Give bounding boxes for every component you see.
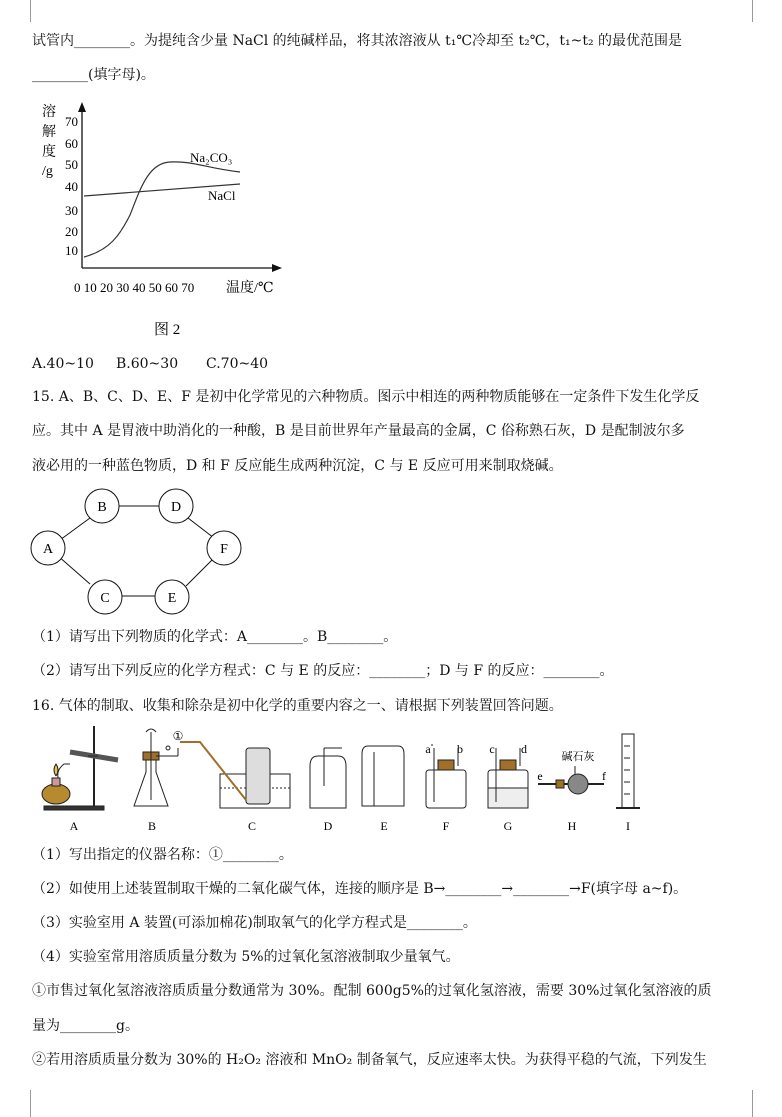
option-c: C.70~40 (206, 356, 269, 372)
x-axis-arrow (272, 264, 282, 272)
option-b: B.60~30 (116, 356, 179, 372)
lab-apparatus-figure (30, 726, 650, 838)
na2co3-label: Na₂CO₃ (190, 150, 233, 165)
ytick-50: 50 (65, 157, 78, 172)
ytick-70: 70 (65, 114, 78, 129)
q16-sub-2: （2）如使用上述装置制取干燥的二氧化碳气体，连接的顺序是 B→________→________→F(填字母 a~f)。 (32, 881, 688, 897)
apparatus-label-i: I (626, 819, 630, 833)
q16-part-1a: ①市售过氧化氢溶液溶质质量分数通常为 30%。配制 600g5%的过氧化氢溶液，需要 30%过氧化氢溶液的质 (32, 983, 712, 999)
ylabel-char-3: 度 (42, 145, 56, 160)
soda-lime-label: 碱石灰 (561, 751, 595, 763)
port-d: d (521, 742, 527, 756)
ytick-60: 60 (65, 136, 78, 151)
ylabel-char-1: 溶 (42, 105, 56, 120)
figure-caption: 图 2 (154, 322, 181, 338)
apparatus-i (616, 734, 640, 808)
q16-sub-3: （3）实验室用 A 装置(可添加棉花)制取氧气的化学方程式是________。 (32, 915, 477, 931)
ytick-10: 10 (65, 243, 78, 258)
q16-sub-1: （1）写出指定的仪器名称：①________。 (32, 847, 293, 863)
port-b: b (457, 742, 463, 756)
apparatus-label-g: G (503, 819, 513, 833)
q15-sub-2: （2）请写出下列反应的化学方程式：C 与 E 的反应：________；D 与 F 的反应：________。 (32, 663, 614, 679)
ytick-40: 40 (65, 179, 78, 194)
port-e: e (537, 769, 543, 783)
node-c-label: C (100, 591, 110, 606)
option-a: A.40~10 (32, 356, 94, 372)
q16-sub-4: （4）实验室常用溶质质量分数为 5%的过氧化氢溶液制取少量氧气。 (32, 949, 460, 965)
apparatus-h (538, 766, 604, 794)
xtick-labels: 0 10 20 30 40 50 60 70 (74, 280, 195, 295)
q16-part-2: ②若用溶质质量分数为 30%的 H₂O₂ 溶液和 MnO₂ 制备氧气，反应速率太快。为获得平稳的气流，下列发生 (32, 1052, 707, 1068)
apparatus-g (488, 748, 528, 808)
apparatus-label-f: F (442, 819, 450, 833)
q15-line-1: 15. A、B、C、D、E、F 是初中化学常见的六种物质。图示中相连的两种物质能够在一定条件下发生化学反 (32, 389, 700, 405)
q16-line-1: 16. 气体的制取、收集和除杂是初中化学的重要内容之一、请根据下列装置回答问题。 (32, 698, 563, 714)
node-a-label: A (42, 542, 54, 557)
apparatus-label-e: E (380, 819, 388, 833)
node-f-label: F (220, 542, 228, 557)
apparatus-b (134, 729, 178, 806)
q15-line-3: 液必用的一种蓝色物质，D 和 F 反应能生成两种沉淀，C 与 E 反应可用来制取烧碱。 (32, 458, 563, 474)
ytick-20: 20 (65, 224, 78, 239)
corner-mark-top-left (30, 0, 31, 22)
text-line-2: ________(填字母)。 (32, 67, 155, 83)
corner-mark-top-right (752, 0, 753, 22)
port-a: a (425, 742, 431, 756)
corner-mark-bottom-left (30, 1090, 31, 1117)
corner-mark-bottom-right (752, 1090, 753, 1117)
apparatus-label-a: A (69, 819, 79, 833)
node-e-label: E (167, 591, 177, 606)
xunit-label: 温度/℃ (226, 281, 274, 296)
q16-part-1b: 量为________g。 (32, 1018, 139, 1034)
ylabel-char-2: 解 (42, 125, 56, 140)
apparatus-label-d: D (323, 819, 333, 833)
apparatus-label-b: B (147, 819, 157, 833)
marker-circle-1: ① (172, 729, 184, 743)
ytick-30: 30 (65, 203, 78, 218)
q15-line-2: 应。其中 A 是胃液中助消化的一种酸，B 是目前世界年产量最高的金属，C 俗称熟石灰，D 是配制波尔多 (32, 423, 685, 439)
q15-sub-1: （1）请写出下列物质的化学式：A________。B________。 (32, 629, 398, 645)
port-f: f (602, 769, 606, 783)
port-c: c (489, 742, 495, 756)
apparatus-e (362, 746, 404, 806)
text-line-1: 试管内________。为提纯含少量 NaCl 的纯碱样品，将其浓溶液从 t₁℃冷却至 t₂℃，t₁~t₂ 的最优范围是 (32, 33, 683, 49)
reaction-network-diagram (30, 486, 250, 616)
solubility-chart (30, 100, 290, 350)
y-axis-arrow (78, 102, 86, 112)
node-b-label: B (97, 500, 107, 515)
apparatus-label-h: H (567, 819, 577, 833)
apparatus-c (180, 742, 290, 808)
node-d-label: D (170, 500, 182, 515)
na2co3-curve (84, 162, 240, 257)
apparatus-a (42, 726, 118, 810)
apparatus-label-c: C (247, 819, 257, 833)
apparatus-d (310, 748, 346, 808)
nacl-label: NaCl (208, 188, 236, 203)
ylabel-char-4: /g (42, 164, 53, 179)
